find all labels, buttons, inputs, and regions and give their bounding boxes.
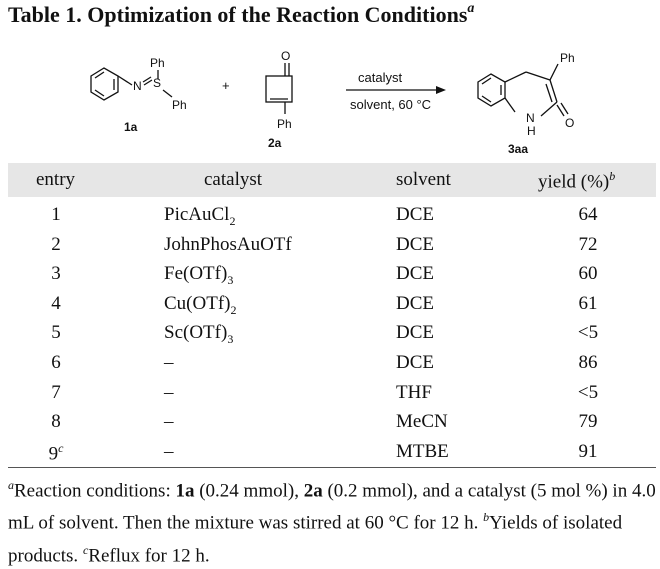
atom-h-label-3aa: H	[527, 124, 536, 138]
catalyst-text: –	[164, 352, 174, 373]
table-row	[8, 407, 656, 437]
table-row	[8, 348, 656, 378]
cell-solvent: DCE	[396, 233, 434, 255]
title-footnote-mark: a	[467, 0, 475, 16]
table-footnotes	[8, 472, 656, 569]
arrow-label-catalyst: catalyst	[358, 70, 403, 85]
footnote-c-mark: c	[82, 542, 89, 557]
table-row	[8, 437, 656, 467]
entry-number: 4	[51, 292, 61, 314]
cell-catalyst	[164, 352, 174, 374]
reaction-arrow	[346, 86, 446, 94]
cell-yield: <5	[577, 322, 599, 344]
cell-entry	[28, 234, 84, 256]
table-header-row	[8, 165, 656, 195]
catalyst-text: –	[164, 411, 174, 433]
cell-solvent: DCE	[396, 322, 434, 344]
cell-entry	[28, 441, 84, 465]
atom-n-label-3aa: N	[526, 111, 535, 125]
header-yield	[538, 169, 615, 193]
plus-sign: +	[222, 78, 230, 93]
cell-entry	[28, 411, 84, 433]
catalyst-subscript: 3	[227, 272, 234, 287]
atom-o-label-3aa: O	[565, 116, 575, 130]
cell-solvent: DCE	[396, 204, 434, 225]
product-3aa-label: 3aa	[508, 142, 529, 156]
cell-yield: 91	[578, 440, 598, 462]
cell-catalyst	[164, 234, 292, 256]
cell-yield: <5	[577, 381, 599, 403]
cell-yield: 64	[578, 204, 598, 225]
catalyst-text: PicAuCl	[164, 204, 230, 225]
entry-number: 6	[51, 352, 61, 373]
atom-s-label: S	[153, 76, 162, 90]
cell-entry	[28, 263, 84, 285]
atom-ph-label-1: Ph	[150, 56, 165, 70]
cell-catalyst	[164, 263, 233, 288]
table-row	[8, 259, 656, 289]
header-solvent: solvent	[396, 169, 451, 190]
reagent-1a-label: 1a	[124, 120, 138, 134]
cell-solvent: MTBE	[396, 440, 449, 462]
entry-number: 3	[51, 263, 61, 285]
catalyst-subscript: 2	[230, 302, 237, 317]
footnote-a-bold-2: 2a	[303, 480, 323, 502]
cell-solvent: DCE	[396, 292, 434, 314]
atom-ph-label-3aa: Ph	[560, 51, 575, 65]
table-bottom-rule	[8, 467, 656, 468]
cell-yield: 86	[578, 352, 598, 373]
footnote-a-text-1: Reaction conditions:	[14, 480, 176, 502]
cell-yield: 60	[578, 263, 598, 285]
footnote-a-text-2: (0.24 mmol),	[194, 480, 304, 502]
entry-number: 5	[51, 322, 61, 344]
cell-yield: 72	[578, 233, 598, 255]
cell-yield: 79	[578, 411, 598, 433]
catalyst-text: Cu(OTf)	[164, 292, 231, 314]
footnote-b-text: Yields of isolated products.	[8, 512, 623, 566]
footnote-a-text-3: (0.2 mmol), and a catalyst (5 mol %) in 4.0 mL of solvent. Then the mixture was stirred at 60 °C for 12 h.	[8, 480, 656, 534]
cell-catalyst	[164, 322, 233, 347]
cell-entry	[28, 204, 84, 226]
cell-yield: 61	[578, 292, 598, 314]
cell-solvent: DCE	[396, 263, 434, 285]
header-entry: entry	[36, 169, 76, 190]
footnote-c-text: Reflux for 12 h.	[88, 544, 210, 566]
catalyst-text: Fe(OTf)	[164, 263, 228, 285]
table-title-text: Table 1. Optimization of the Reaction Conditions	[8, 2, 468, 27]
cell-catalyst	[164, 411, 174, 433]
product-3aa-structure	[478, 64, 568, 116]
table-title	[8, 2, 474, 28]
header-catalyst: catalyst	[204, 169, 263, 190]
cell-solvent: THF	[396, 381, 432, 403]
cell-entry	[28, 293, 84, 315]
table-row	[8, 230, 656, 260]
catalyst-subscript: 3	[227, 332, 234, 347]
catalyst-text: –	[164, 381, 174, 403]
catalyst-subscript: 2	[229, 213, 236, 228]
entry-number: 7	[51, 381, 61, 403]
arrow-label-conditions: solvent, 60 °C	[350, 97, 432, 112]
reaction-scheme	[0, 34, 660, 158]
reagent-2a-label: 2a	[268, 136, 282, 150]
catalyst-text: JohnPhosAuOTf	[164, 233, 292, 255]
table-header-bar	[8, 163, 656, 197]
cell-entry	[28, 352, 84, 374]
atom-ph-label-2a: Ph	[277, 117, 292, 131]
atom-n-label: N	[133, 79, 142, 93]
table-row	[8, 318, 656, 348]
table-row	[8, 200, 656, 230]
cell-solvent: DCE	[396, 352, 434, 373]
footnote-a-mark: a	[8, 478, 14, 492]
atom-o-label-2a: O	[281, 49, 291, 63]
cell-solvent: MeCN	[396, 411, 448, 433]
reagent-2a-structure	[266, 63, 292, 114]
table-row	[8, 289, 656, 319]
catalyst-text: Sc(OTf)	[164, 322, 228, 344]
table-row	[8, 378, 656, 408]
header-yield-text: yield (%)	[538, 171, 610, 193]
cell-catalyst	[164, 293, 236, 318]
header-yield-mark: b	[609, 169, 616, 183]
footnote-b-mark: b	[483, 510, 490, 525]
cell-catalyst	[164, 441, 174, 463]
cell-entry	[28, 322, 84, 344]
cell-catalyst	[164, 204, 235, 229]
footnote-a-bold-1: 1a	[175, 480, 195, 502]
atom-ph-label-2: Ph	[172, 98, 187, 112]
cell-entry	[28, 382, 84, 404]
entry-number: 1	[51, 204, 61, 225]
entry-number: 9	[48, 443, 59, 465]
cell-catalyst	[164, 382, 174, 404]
catalyst-text: –	[164, 440, 174, 462]
entry-number: 8	[51, 411, 61, 433]
entry-footnote-mark: c	[58, 440, 64, 455]
entry-number: 2	[51, 233, 61, 255]
